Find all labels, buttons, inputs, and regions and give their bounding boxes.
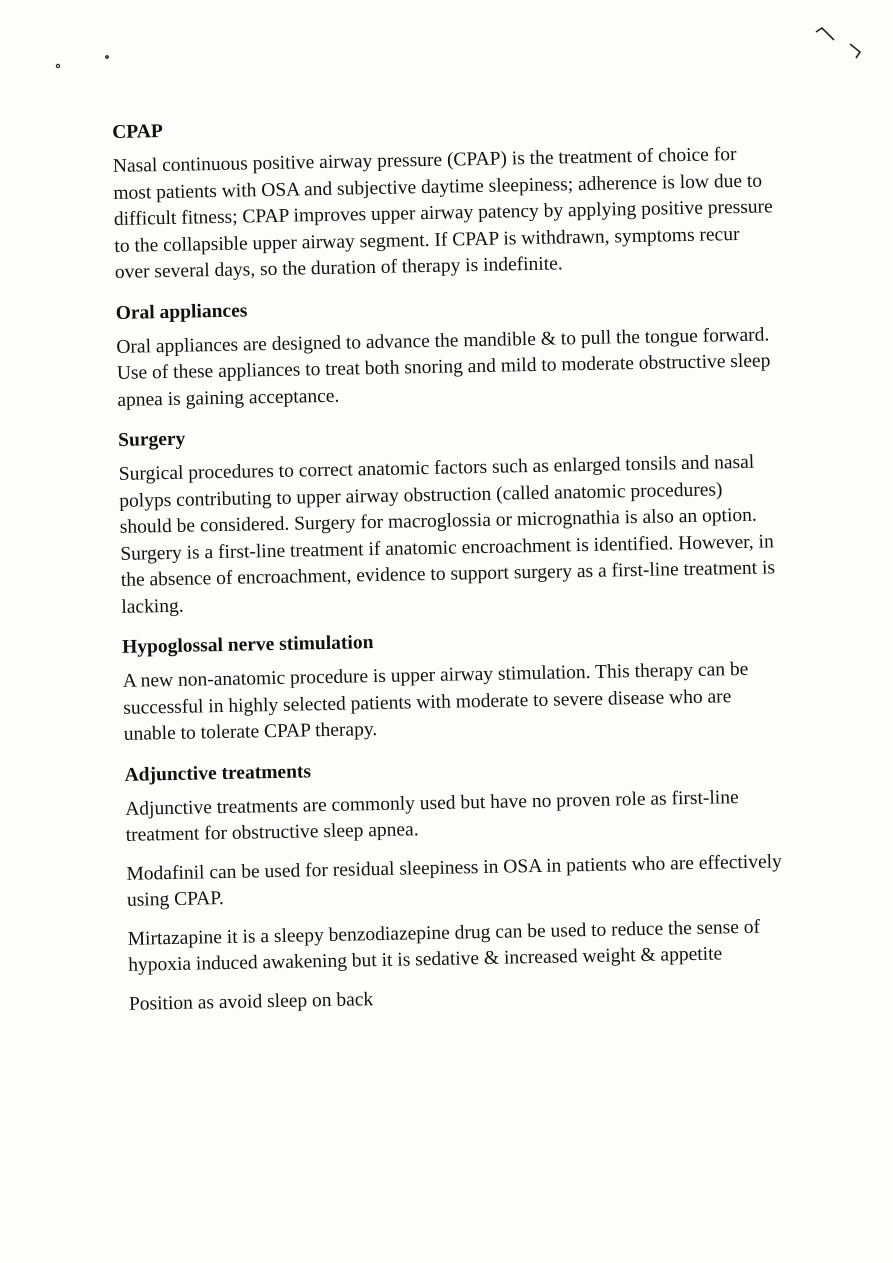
section-surgery [118,415,782,621]
paragraph-cpap: Nasal continuous positive airway pressure (CPAP) is the treatment of choice for most patients with OSA and subjective daytime sleepiness; adherence is low due to difficult fitness; CPAP improves upper airway patency by applying positive pressure to the collapsible upper airway segment. If CPAP is withdrawn, symptoms recur over several days, so the duration of therapy is indefinite. [112,144,773,283]
heading-hypoglossal-nerve-stimulation: Hypoglossal nerve stimulation [121,632,374,658]
scan-speck-mid [102,52,112,62]
corner-pen-mark [812,22,872,70]
heading-adjunctive-treatments: Adjunctive treatments [124,760,312,786]
heading-cpap: CPAP [112,121,163,143]
section-adjunctive-treatments [124,750,789,1018]
section-hypoglossal-nerve-stimulation [122,622,784,748]
heading-surgery: Surgery [117,428,186,451]
heading-oral-appliances: Oral appliances [115,299,248,324]
paragraph-adjunctive-intro: Adjunctive treatments are commonly used but have no proven role as first-line treatment for obstructive sleep apnea. [125,786,739,846]
paragraph-position: Position as avoid sleep on back [128,988,374,1015]
section-oral-appliances [115,288,777,414]
paragraph-surgery: Surgical procedures to correct anatomic factors such as enlarged tonsils and nasal polyps contributing to upper airway obstruction (called anatomic procedures) should be considered. Surgery for macroglossia or micrognathia is also an option. Surgery is a first-line treatment if anatomic encroachment is identified. However, in the absence of encroachment, evidence to support surgery as a first-line treatment is lacking. [118,451,776,618]
paragraph-hypoglossal-nerve-stimulation: A new non-anatomic procedure is upper airway stimulation. This therapy can be successful in highly selected patients with moderate to severe disease who are unable to tolerate CPAP therapy. [122,658,749,745]
document-body [112,107,789,1032]
section-cpap [112,107,775,286]
paragraph-oral-appliances: Oral appliances are designed to advance the mandible & to pull the tongue forward. Use of these appliances to treat both snoring and mild to moderate obstructive sleep apnea is gaining acceptance. [116,323,771,411]
paragraph-modafinil: Modafinil can be used for residual sleepiness in OSA in patients who are effectively using CPAP. [126,850,782,911]
scan-speck-left [52,60,64,72]
paragraph-mirtazapine: Mirtazapine it is a sleepy benzodiazepine drug can be used to reduce the sense of hypoxia induced awakening but it is sedative & increased weight & appetite [127,916,761,976]
